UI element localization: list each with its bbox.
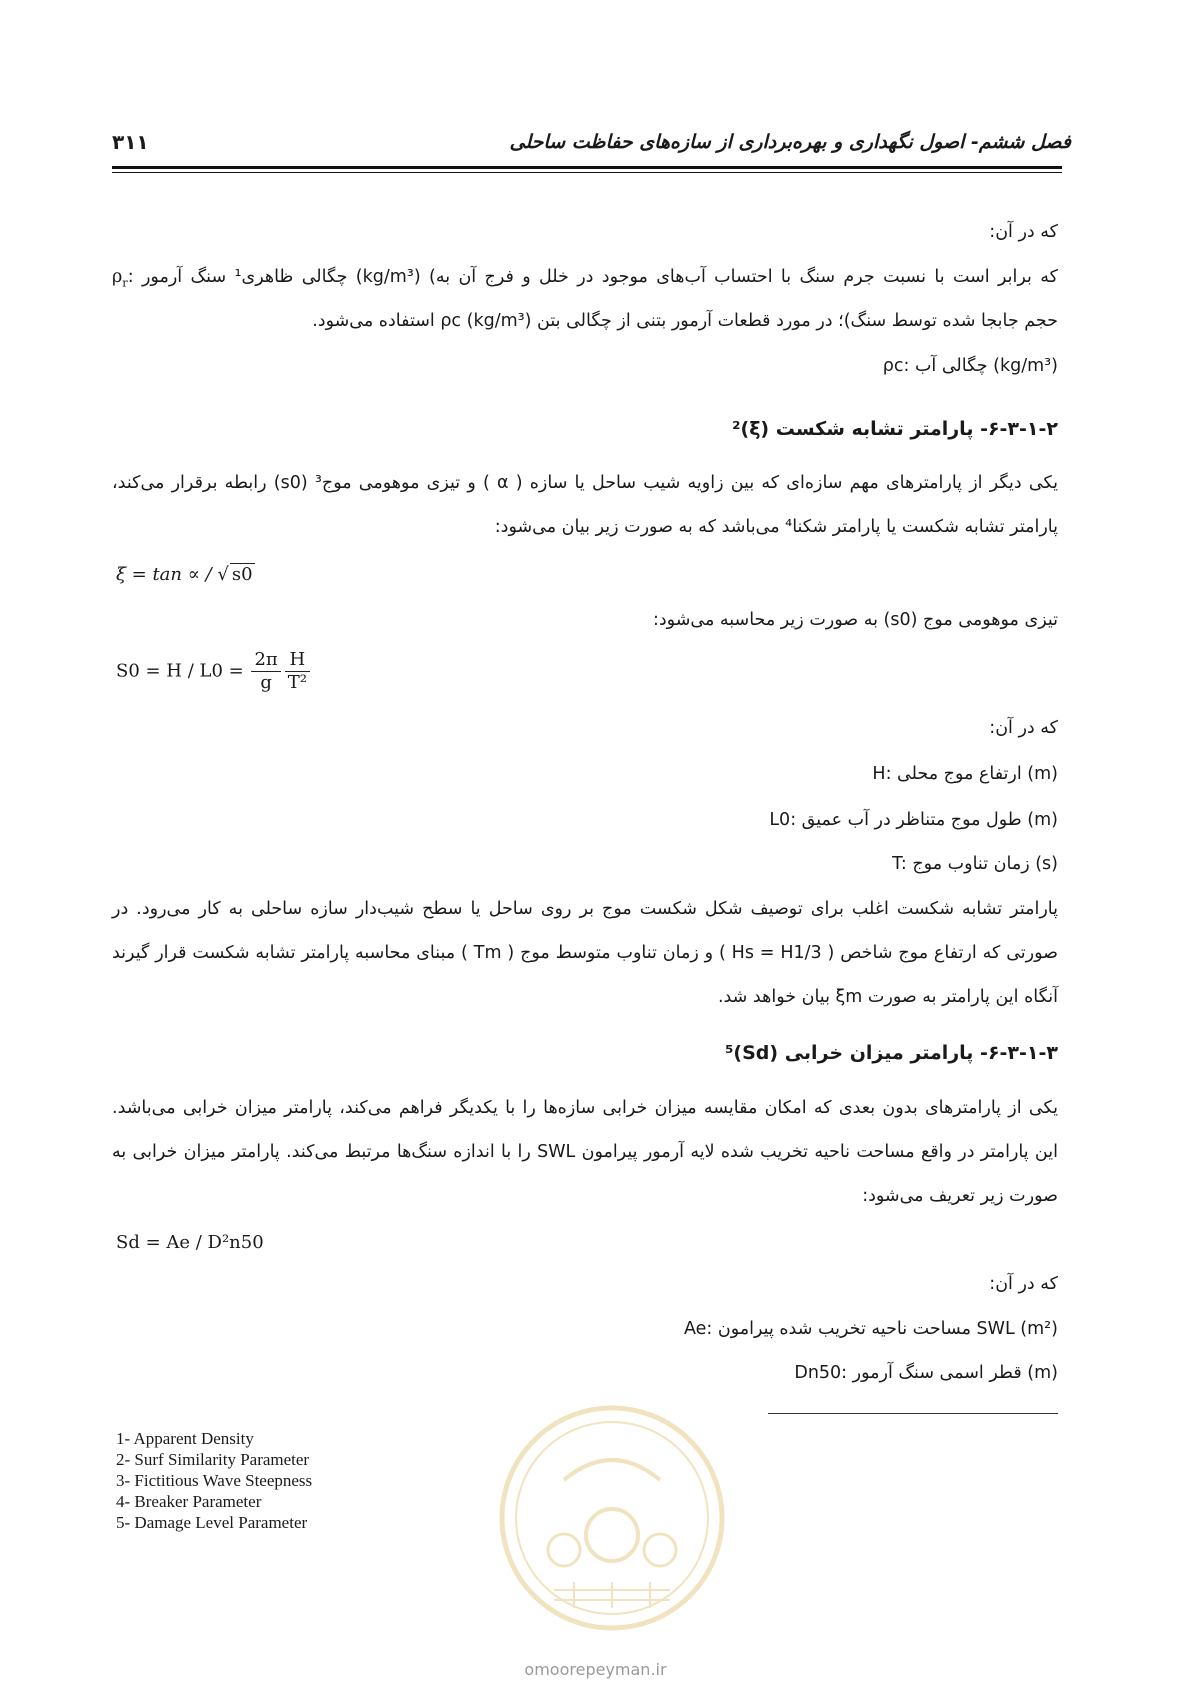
formula-s0 [116,649,312,694]
watermark-seal-icon [494,1400,730,1636]
rho-c-definition: ρc: چگالی آب (kg/m³) [882,356,1058,376]
footnote-rule [768,1413,1058,1414]
formula-xi-lhs: ξ = tan ∝ / [116,564,218,585]
where-label: که در آن: [989,1274,1058,1294]
footnote-4: 4- Breaker Parameter [116,1492,262,1511]
frac-numerator: 2π [251,649,280,672]
definition-L0: L0: طول موج متناظر در آب عمیق (m) [769,810,1058,830]
footnote-5: 5- Damage Level Parameter [116,1513,308,1532]
paragraph-line: آنگاه این پارامتر به صورت ξm بیان خواهد شد. [717,987,1058,1007]
rho-r-symbol: $\rho_r$ [112,267,128,290]
paragraph-line: این پارامتر در واقع مساحت ناحیه تخریب شده لایه آرمور پیرامون SWL را با اندازه سنگ‌ها مرتبط می‌کند. پارامتر میزان خرابی به [112,1142,1058,1162]
frac-numerator: H [285,649,310,672]
header-rule [112,166,1062,169]
formula-sd: Sd = Ae / D²n50 [116,1232,264,1253]
running-title: فصل ششم- اصول نگهداری و بهره‌برداری از سازه‌های حفاظت ساحلی [509,131,1071,153]
rho-r-definition-line1: $\rho_r$: چگالی ظاهری¹ سنگ آرمور (kg/m³) (که برابر است با نسبت جرم سنگ با احتساب آب‌های موجود در خلل و فرج آن به [112,267,1058,290]
definition-T: T: زمان تناوب موج (s) [892,854,1058,874]
definition-H: H: ارتفاع موج محلی (m) [872,764,1058,784]
footnotes [116,1428,312,1533]
rho-r-definition-line2: حجم جابجا شده توسط سنگ)؛ در مورد قطعات آرمور بتنی از چگالی بتن (kg/m³) ρc استفاده می‌شود. [312,311,1058,331]
formula-xi-radicand: s0 [231,564,253,585]
section-heading-surf-similarity: ۶-۳-۱-۲- پارامتر تشابه شکست (ξ)² [732,418,1058,440]
paragraph-line: یکی دیگر از پارامترهای مهم سازه‌ای که بین زاویه شیب ساحل یا سازه ( α ) و تیزی موهومی موج³ (s0) رابطه برقرار می‌کند، [112,473,1059,493]
formula-xi [116,563,255,585]
steepness-intro: تیزی موهومی موج (s0) به صورت زیر محاسبه می‌شود: [652,610,1058,630]
fraction-h-over-t2 [285,649,310,694]
formula-s0-lhs: S0 = H / L0 = [116,660,250,682]
section-heading-damage-level: ۶-۳-۱-۳- پارامتر میزان خرابی (Sd)⁵ [725,1042,1058,1064]
header-rule-thin [112,172,1062,173]
footnote-2: 2- Surf Similarity Parameter [116,1450,310,1469]
frac-denominator: T² [287,672,307,693]
where-label: که در آن: [989,222,1058,242]
paragraph-line: یکی از پارامترهای بدون بعدی که امکان مقایسه میزان خرابی سازه‌ها را با یکدیگر فراهم می‌کند، پارامتر میزان خرابی می‌باشد. [112,1098,1058,1118]
sqrt-symbol: √ [217,564,229,585]
footnote-1: 1- Apparent Density [116,1429,254,1448]
definition-Ae: Ae: مساحت ناحیه تخریب شده پیرامون SWL (m²) [684,1319,1058,1339]
footnote-3: 3- Fictitious Wave Steepness [116,1471,313,1490]
paragraph-line: پارامتر تشابه شکست یا پارامتر شکنا⁴ می‌باشد که به صورت زیر بیان می‌شود: [494,517,1058,537]
paragraph-line: صورت زیر تعریف می‌شود: [862,1186,1058,1206]
watermark-url: omoorepeyman.ir [524,1660,667,1679]
page-number: ۳۱۱ [112,130,149,154]
definition-Dn50: Dn50: قطر اسمی سنگ آرمور (m) [794,1363,1058,1383]
paragraph-line: پارامتر تشابه شکست اغلب برای توصیف شکل شکست موج بر روی ساحل یا سطح شیب‌دار سازه ساحلی به کار می‌رود. در [112,899,1058,919]
paragraph-line: صورتی که ارتفاع موج شاخص ( Hs = H1/3 ) و زمان تناوب متوسط موج ( Tm ) مبنای محاسبه پارامتر تشابه شکست قرار گیرند [112,943,1059,963]
where-label: که در آن: [989,718,1058,738]
rho-r-text: چگالی ظاهری¹ سنگ آرمور (kg/m³) (که برابر است با نسبت جرم سنگ با احتساب آب‌های موجود در خلل و فرج آن به [141,267,1058,287]
frac-denominator: g [260,672,272,693]
fraction-2pi-over-g [251,649,280,694]
